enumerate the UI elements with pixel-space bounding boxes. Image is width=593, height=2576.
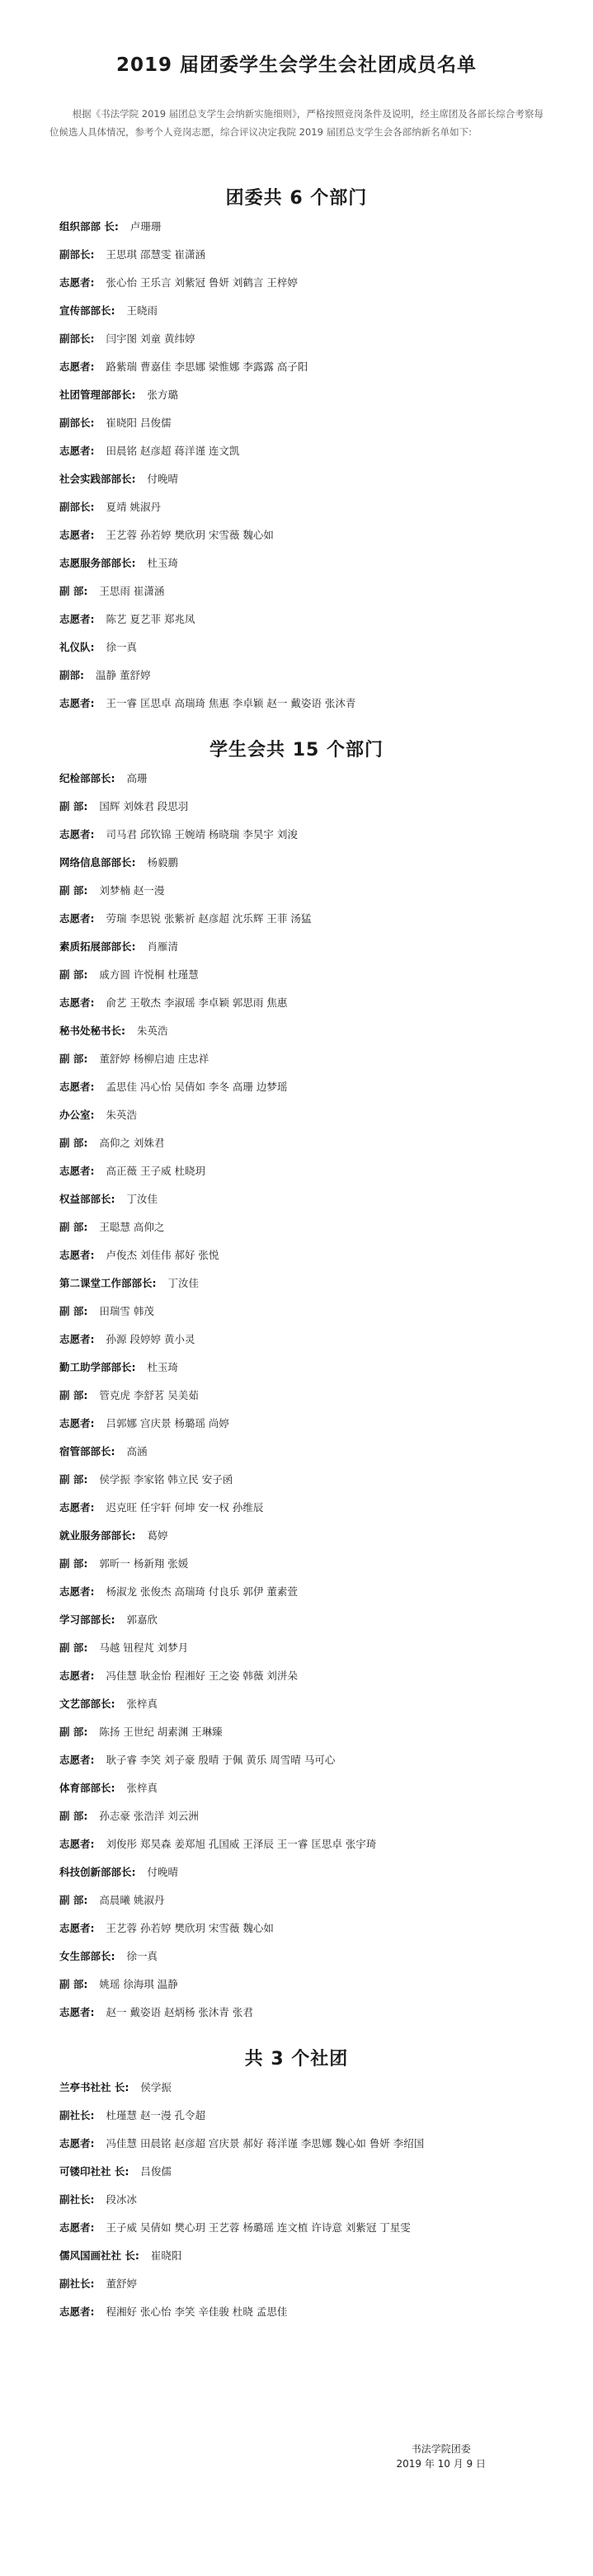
member-row	[59, 1527, 550, 1545]
member-names: 温静 董舒婷	[96, 669, 151, 681]
member-row	[59, 1274, 550, 1293]
member-row	[59, 1359, 550, 1377]
role-label: 志愿者:	[59, 996, 95, 1009]
member-row	[59, 826, 550, 844]
member-row	[59, 2303, 550, 2321]
member-row	[59, 2219, 550, 2237]
member-row	[59, 386, 550, 404]
member-row	[59, 2135, 550, 2153]
member-names: 高正薇 王子威 杜晓玥	[106, 1165, 205, 1177]
department-head-label: 学习部部长:	[59, 1613, 115, 1626]
member-row	[59, 330, 550, 348]
member-names: 张方璐	[147, 389, 179, 401]
member-names: 侯学振	[140, 2081, 172, 2093]
member-names: 刘梦楠 赵一漫	[99, 884, 165, 897]
member-row	[59, 414, 550, 432]
member-row	[59, 1022, 550, 1040]
member-row	[59, 470, 550, 488]
sections-container	[43, 184, 550, 2321]
member-row	[59, 882, 550, 900]
member-names: 高涵	[126, 1445, 148, 1458]
member-row	[59, 1443, 550, 1461]
member-row	[59, 1415, 550, 1433]
member-names: 朱英浩	[137, 1024, 168, 1037]
member-row	[59, 1190, 550, 1208]
role-label: 副 部:	[59, 800, 88, 812]
member-row	[59, 1302, 550, 1321]
member-row	[59, 966, 550, 984]
member-names: 卢俊杰 刘佳伟 郝好 张悦	[106, 1249, 219, 1261]
member-names: 郭嘉欣	[126, 1613, 158, 1626]
member-names: 高晨曦 姚淑丹	[99, 1894, 165, 1906]
member-row	[59, 2107, 550, 2125]
member-row	[59, 1947, 550, 1966]
role-label: 副 部:	[59, 968, 88, 981]
member-row	[59, 638, 550, 657]
member-row	[59, 1779, 550, 1797]
role-label: 志愿者:	[59, 1417, 95, 1429]
member-names: 路紫瑞 曹嘉佳 李思娜 梁惟娜 李露露 高子阳	[106, 360, 308, 373]
role-label: 副 部:	[59, 1305, 88, 1317]
role-label: 志愿者:	[59, 1754, 95, 1766]
member-row	[59, 770, 550, 788]
member-names: 付晚晴	[147, 1866, 179, 1878]
role-label: 志愿者:	[59, 613, 95, 625]
member-row	[59, 1863, 550, 1881]
member-names: 丁汝佳	[167, 1277, 200, 1289]
role-label: 志愿者:	[59, 828, 95, 841]
role-label: 副 部:	[59, 1053, 88, 1065]
department-head-label: 兰亭书社社 长:	[59, 2081, 129, 2093]
role-label: 副 部:	[59, 1894, 88, 1906]
issue-date: 2019 年 10 月 9 日	[396, 2458, 486, 2470]
department-head-label: 志愿服务部部长:	[59, 557, 136, 569]
member-names: 董舒婷	[106, 2277, 138, 2290]
department-head-label: 第二课堂工作部部长:	[59, 1277, 157, 1289]
member-row	[59, 274, 550, 292]
role-label: 志愿者:	[59, 2137, 95, 2150]
role-label: 副 部:	[59, 1978, 88, 1990]
member-row	[59, 1471, 550, 1489]
member-names: 王思雨 崔潇涵	[99, 585, 165, 597]
member-row	[59, 1835, 550, 1853]
member-row	[59, 666, 550, 685]
department-head-label: 权益部部长:	[59, 1193, 115, 1205]
section-title: 团委共 6 个部门	[225, 188, 368, 209]
role-label: 志愿者:	[59, 1838, 95, 1850]
member-names: 葛婷	[147, 1529, 168, 1542]
role-label: 志愿者:	[59, 1249, 95, 1261]
member-names: 杨毅鹏	[147, 856, 179, 869]
member-names: 王一睿 匡思卓 高瑞琦 焦惠 李卓颖 赵一 戴姿语 张沐青	[106, 697, 356, 709]
member-names: 田瑞雪 韩茂	[99, 1305, 154, 1317]
member-row	[59, 938, 550, 956]
member-names: 司马君 邱钦锦 王婉靖 杨晓瑞 李昊宇 刘浚	[106, 828, 298, 841]
member-row	[59, 554, 550, 572]
role-label: 副 部:	[59, 1473, 88, 1486]
department-head-label: 社团管理部部长:	[59, 389, 136, 401]
member-names: 崔晓阳 吕俊儒	[106, 417, 172, 429]
department-head-label: 秘书处秘书长:	[59, 1024, 125, 1037]
role-label: 副 部:	[59, 1221, 88, 1233]
department-head-label: 文艺部部长:	[59, 1698, 115, 1710]
department-head-label: 礼仪队:	[59, 641, 95, 653]
member-row	[59, 1976, 550, 1994]
member-names: 冯佳慧 耿金怡 程湘好 王之姿 韩薇 刘洴朵	[106, 1669, 298, 1682]
member-row	[59, 442, 550, 460]
role-label: 副社长:	[59, 2277, 95, 2290]
member-row	[59, 910, 550, 928]
member-row	[59, 302, 550, 320]
member-row	[59, 526, 550, 544]
member-row	[59, 1387, 550, 1405]
section	[43, 184, 550, 713]
member-row	[59, 2191, 550, 2209]
member-row	[59, 218, 550, 236]
role-label: 志愿者:	[59, 1081, 95, 1093]
role-label: 志愿者:	[59, 529, 95, 541]
department-head-label: 宣传部部长:	[59, 304, 115, 317]
member-names: 孙志豪 张浩洋 刘云洲	[99, 1810, 199, 1822]
member-names: 徐一真	[106, 641, 138, 653]
department-head-label: 就业服务部部长:	[59, 1529, 136, 1542]
member-names: 杜玉琦	[147, 557, 179, 569]
member-row	[59, 2004, 550, 2022]
role-label: 志愿者:	[59, 2305, 95, 2318]
member-names: 王思琪 邵慧雯 崔潇涵	[106, 248, 205, 261]
member-row	[59, 1330, 550, 1349]
department-head-label: 儒风国画社社 长:	[59, 2249, 139, 2262]
member-names: 姚瑶 徐海琪 温静	[99, 1978, 178, 1990]
member-names: 孙源 段婷婷 黄小灵	[106, 1333, 195, 1345]
member-names: 程湘好 张心怡 李笑 辛佳骏 杜晓 孟思佳	[106, 2305, 288, 2318]
role-label: 志愿者:	[59, 445, 95, 457]
member-row	[59, 2079, 550, 2097]
role-label: 志愿者:	[59, 1669, 95, 1682]
member-names: 迟克旺 任宇轩 何坤 安一权 孙维辰	[106, 1501, 264, 1514]
member-names: 吕郭娜 宫庆景 杨璐瑶 尚婷	[106, 1417, 229, 1429]
member-names: 田晨铭 赵彦超 蒋洋谨 连文凯	[106, 445, 240, 457]
member-names: 朱英浩	[106, 1109, 138, 1121]
member-row	[59, 994, 550, 1012]
member-row	[59, 1050, 550, 1068]
department-head-label: 纪检部部长:	[59, 772, 115, 784]
member-names: 高珊	[126, 772, 148, 784]
department-head-label: 体育部部长:	[59, 1782, 115, 1794]
member-row	[59, 2275, 550, 2293]
member-row	[59, 2247, 550, 2265]
member-names: 王聪慧 高仰之	[99, 1221, 165, 1233]
role-label: 志愿者:	[59, 2006, 95, 2018]
section	[43, 2045, 550, 2321]
department-head-label: 可镂印社社 长:	[59, 2165, 129, 2178]
department-head-label: 组织部部 长:	[59, 220, 119, 233]
member-row	[59, 1695, 550, 1713]
department-head-label: 勤工助学部部长:	[59, 1361, 136, 1373]
role-label: 副 部:	[59, 585, 88, 597]
department-head-label: 社会实践部部长:	[59, 473, 136, 485]
member-row	[59, 1583, 550, 1601]
role-label: 志愿者:	[59, 1501, 95, 1514]
member-row	[59, 1246, 550, 1264]
member-names: 俞艺 王敬杰 李淑瑶 李卓颖 郭思雨 焦惠	[106, 996, 288, 1009]
member-row	[59, 582, 550, 600]
member-names: 高仰之 刘姝君	[99, 1137, 165, 1149]
member-names: 丁汝佳	[126, 1193, 158, 1205]
department-head-label: 科技创新部部长:	[59, 1866, 136, 1878]
member-row	[59, 798, 550, 816]
member-names: 赵一 戴姿语 赵炳杨 张沐青 张君	[106, 2006, 253, 2018]
member-names: 冯佳慧 田晨铭 赵彦超 宫庆景 郝好 蒋洋谨 李思娜 魏心如 鲁妍 李绍国	[106, 2137, 425, 2150]
member-row	[59, 1499, 550, 1517]
role-label: 副 部:	[59, 1137, 88, 1149]
issuing-organization: 书法学院团委	[411, 2443, 471, 2455]
member-row	[59, 854, 550, 872]
member-names: 国辉 刘姝君 段思羽	[99, 800, 189, 812]
member-names: 王晓雨	[126, 304, 158, 317]
member-row	[59, 1106, 550, 1124]
member-names: 崔晓阳	[150, 2249, 182, 2262]
member-names: 侯学振 李家铭 韩立民 安子函	[99, 1473, 233, 1486]
role-label: 副社长:	[59, 2109, 95, 2122]
member-row	[59, 1639, 550, 1657]
role-label: 志愿者:	[59, 1585, 95, 1598]
role-label: 志愿者:	[59, 1333, 95, 1345]
member-names: 陈艺 夏艺菲 郑兆凤	[106, 613, 195, 625]
member-row	[59, 1667, 550, 1685]
member-names: 张梓真	[126, 1782, 158, 1794]
member-row	[59, 1807, 550, 1825]
member-names: 耿子睿 李笑 刘子豪 殷晴 于佩 黄乐 周雪晴 马可心	[106, 1754, 336, 1766]
member-row	[59, 1611, 550, 1629]
member-row	[59, 1162, 550, 1180]
member-names: 王艺蓉 孙若婷 樊欣玥 宋雪薇 魏心如	[106, 529, 274, 541]
member-row	[59, 246, 550, 264]
document-title: 2019 届团委学生会学生会社团成员名单	[115, 54, 478, 76]
role-label: 副 部:	[59, 1641, 88, 1654]
member-names: 徐一真	[126, 1950, 158, 1962]
member-names: 张心怡 王乐言 刘紫冠 鲁妍 刘鹤言 王梓婷	[106, 276, 298, 289]
member-names: 董舒婷 杨柳启迪 庄忠祥	[99, 1053, 209, 1065]
member-names: 夏靖 姚淑丹	[106, 501, 161, 513]
role-label: 志愿者:	[59, 1922, 95, 1934]
member-row	[59, 2163, 550, 2181]
role-label: 副 部:	[59, 1557, 88, 1570]
member-names: 付晚晴	[147, 473, 179, 485]
section-title: 学生会共 15 个部门	[209, 740, 384, 761]
member-names: 陈扬 王世纪 胡素渊 王琳臻	[99, 1726, 223, 1738]
role-label: 副 部:	[59, 1389, 88, 1401]
role-label: 志愿者:	[59, 1165, 95, 1177]
member-names: 吕俊儒	[140, 2165, 172, 2178]
role-label: 副部:	[59, 669, 84, 681]
member-names: 戚方圆 许悦桐 杜瑾慧	[99, 968, 199, 981]
role-label: 副部长:	[59, 501, 95, 513]
member-row	[59, 1134, 550, 1152]
role-label: 志愿者:	[59, 2221, 95, 2234]
member-names: 刘俊彤 郑昊森 姜郑旭 孔国威 王泽辰 王一睿 匡思卓 张宇琦	[106, 1838, 377, 1850]
member-row	[59, 610, 550, 629]
member-row	[59, 358, 550, 376]
member-names: 杜玉琦	[147, 1361, 179, 1373]
role-label: 副 部:	[59, 1810, 88, 1822]
member-names: 孟思佳 冯心怡 吴倩如 李冬 高珊 边梦瑶	[106, 1081, 288, 1093]
role-label: 副社长:	[59, 2193, 95, 2206]
member-row	[59, 1723, 550, 1741]
member-names: 杜瑾慧 赵一漫 孔令超	[106, 2109, 205, 2122]
role-label: 志愿者:	[59, 697, 95, 709]
department-head-label: 素质拓展部部长:	[59, 940, 136, 953]
member-names: 卢珊珊	[129, 220, 162, 233]
role-label: 志愿者:	[59, 912, 95, 925]
member-names: 劳瑞 李思锐 张紫祈 赵彦超 沈乐辉 王菲 汤猛	[106, 912, 312, 925]
member-row	[59, 1891, 550, 1910]
department-head-label: 办公室:	[59, 1109, 95, 1121]
signature-block	[396, 2442, 486, 2471]
department-head-label: 女生部部长:	[59, 1950, 115, 1962]
department-head-label: 宿管部部长:	[59, 1445, 115, 1458]
department-head-label: 网络信息部部长:	[59, 856, 136, 869]
section-title: 共 3 个社团	[244, 2049, 349, 2070]
member-names: 郭昕一 杨新翔 张媛	[99, 1557, 189, 1570]
member-row	[59, 695, 550, 713]
role-label: 副部长:	[59, 417, 95, 429]
member-row	[59, 1555, 550, 1573]
member-names: 杨淑龙 张俊杰 高瑞琦 付良乐 郭伊 董素萱	[106, 1585, 298, 1598]
member-names: 王艺蓉 孙若婷 樊欣玥 宋雪薇 魏心如	[106, 1922, 274, 1934]
role-label: 副 部:	[59, 1726, 88, 1738]
member-names: 马越 钮程芃 刘梦月	[99, 1641, 189, 1654]
role-label: 志愿者:	[59, 360, 95, 373]
intro-paragraph: 根据《书法学院 2019 届团总支学生会纳新实施细则》，严格按照竞岗条件及说明，经主席团及各部长综合考察每位候选人具体情况，参考个人竞岗志愿，综合评议决定我院 2019 届团总支学生会各部纳新名单如下:	[49, 108, 544, 138]
member-row	[59, 498, 550, 516]
member-names: 管克虎 李舒茗 吴美茹	[99, 1389, 199, 1401]
role-label: 副部长:	[59, 248, 95, 261]
section	[43, 736, 550, 2022]
member-names: 张梓真	[126, 1698, 158, 1710]
member-names: 肖雁清	[147, 940, 179, 953]
member-names: 王子威 吴倩如 樊心玥 王艺蓉 杨璐瑶 连文植 许诗意 刘紫冠 丁星雯	[106, 2221, 411, 2234]
role-label: 副 部:	[59, 884, 88, 897]
member-row	[59, 1751, 550, 1769]
role-label: 副部长:	[59, 332, 95, 345]
member-row	[59, 1218, 550, 1236]
member-row	[59, 1078, 550, 1096]
role-label: 志愿者:	[59, 276, 95, 289]
member-names: 闫宇图 刘童 黄纬婷	[106, 332, 195, 345]
member-row	[59, 1919, 550, 1938]
member-names: 段冰冰	[106, 2193, 138, 2206]
